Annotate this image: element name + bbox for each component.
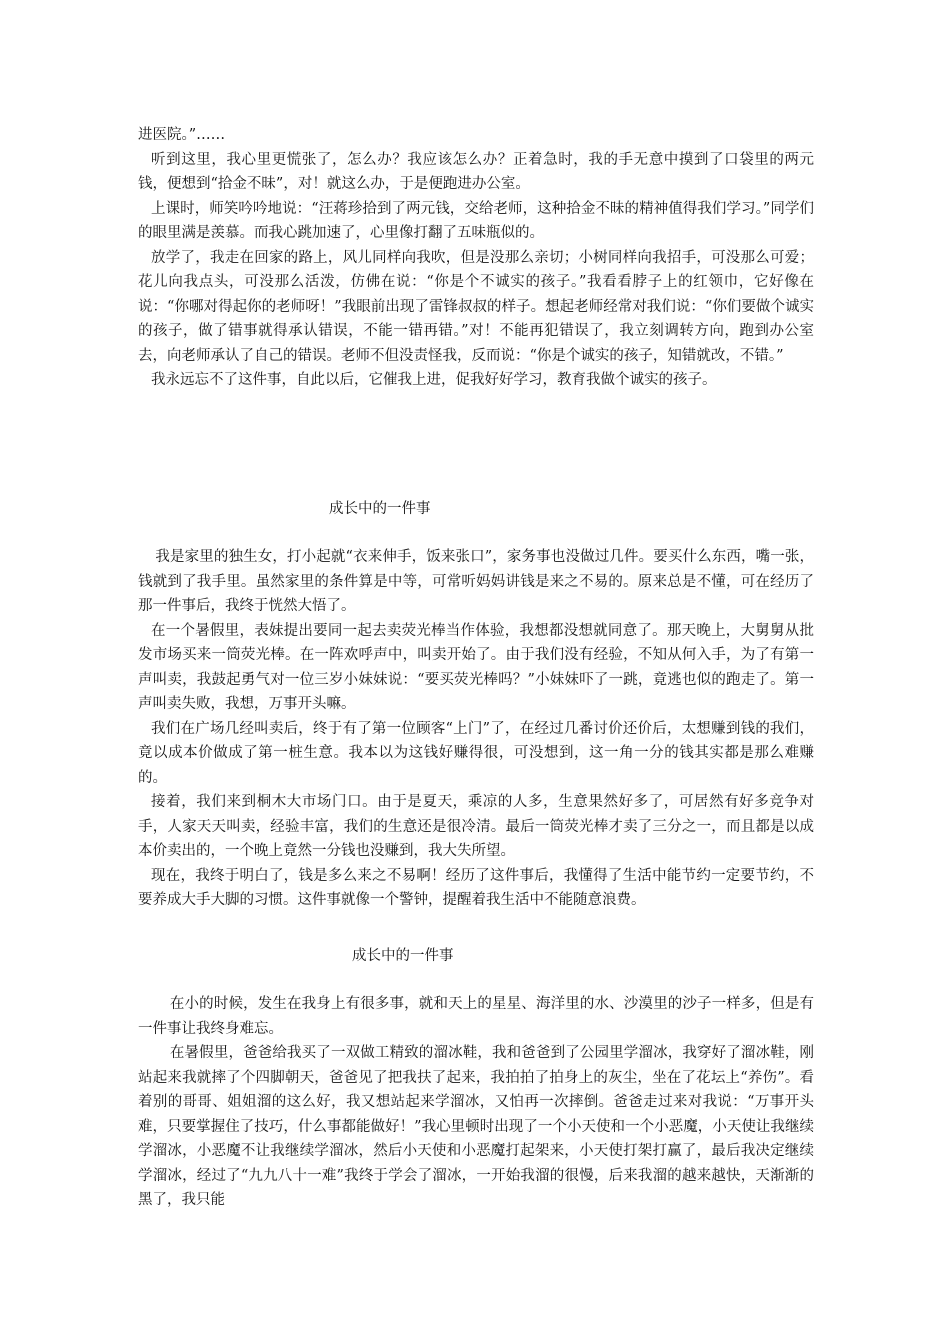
- paragraph: 听到这里，我心里更慌张了，怎么办？我应该怎么办？正着急时，我的手无意中摸到了口袋里的两元钱，便想到“拾金不昧”，对！就这么办，于是便跑进办公室。: [138, 151, 814, 192]
- paragraph: 现在，我终于明白了，钱是多么来之不易啊！经历了这件事后，我懂得了生活中能节约一定要节约，不要养成大手大脚的习惯。这件事就像一个警钟，提醒着我生活中不能随意浪费。: [138, 867, 814, 908]
- paragraph: 在暑假里，爸爸给我买了一双做工精致的溜冰鞋，我和爸爸到了公园里学溜冰，我穿好了溜冰鞋，刚站起来我就摔了个四脚朝天，爸爸见了把我扶了起来，我拍拍了拍身上的灰尘，坐在了花坛上“养伤”。看着别的哥哥、姐姐溜的这么好，我又想站起来学溜冰，又怕再一次摔倒。爸爸走过来对我说：“万事开头难，只要掌握住了技巧，什么事都能做好！”我心里顿时出现了一个小天使和一个小恶魔，小天使让我继续学溜冰，小恶魔不让我继续学溜冰，然后小天使和小恶魔打起架来，小天使打架打赢了，最后我决定继续学溜冰，经过了“九九八十一难”我终于学会了溜冰，一开始我溜的很慢，后来我溜的越来越快，天渐渐的黑了，我只能: [138, 1045, 814, 1208]
- story3-title: 成长中的一件事: [352, 948, 454, 964]
- paragraph: 我永远忘不了这件事，自此以后，它催我上进，促我好好学习，教育我做个诚实的孩子。: [151, 372, 717, 388]
- story3-body: [138, 992, 814, 1213]
- story2-body: [138, 545, 814, 913]
- paragraph: 在小的时候，发生在我身上有很多事，就和天上的星星、海洋里的水、沙漠里的沙子一样多，但是有一件事让我终身难忘。: [138, 996, 814, 1037]
- paragraph: 接着，我们来到桐木大市场门口。由于是夏天，乘凉的人多，生意果然好多了，可居然有好多竞争对手，人家天天叫卖，经验丰富，我们的生意还是很冷清。最后一筒荧光棒才卖了三分之一，而且都是以成本价卖出的，一个晚上竟然一分钱也没赚到，我大失所望。: [138, 794, 814, 859]
- paragraph: 我是家里的独生女，打小起就“衣来伸手，饭来张口”，家务事也没做过几件。要买什么东西，嘴一张，钱就到了我手里。虽然家里的条件算是中等，可常听妈妈讲钱是来之不易的。原来总是不懂，可在经历了那一件事后，我终于恍然大悟了。: [138, 549, 814, 614]
- paragraph: 上课时，师笑吟吟地说：“汪蒋珍拾到了两元钱，交给老师，这种拾金不昧的精神值得我们学习。”同学们的眼里满是羡慕。而我心跳加速了，心里像打翻了五味瓶似的。: [138, 200, 814, 241]
- story1-tail: [138, 123, 814, 393]
- story2-title: 成长中的一件事: [329, 501, 431, 517]
- paragraph: 我们在广场几经叫卖后，终于有了第一位顾客“上门”了，在经过几番讨价还价后，太想赚到钱的我们，竟以成本价做成了第一桩生意。我本以为这钱好赚得很，可没想到，这一角一分的钱其实都是那么难赚的。: [138, 720, 814, 786]
- paragraph: 进医院。”……: [138, 127, 226, 143]
- paragraph: 在一个暑假里，表妹提出要同一起去卖荧光棒当作体验，我想都没想就同意了。那天晚上，大舅舅从批发市场买来一筒荧光棒。在一阵欢呼声中，叫卖开始了。由于我们没有经验，不知从何入手，为了有第一声叫卖，我鼓起勇气对一位三岁小妹妹说：“要买荧光棒吗？”小妹妹吓了一跳，竟逃也似的跑走了。第一声叫卖失败，我想，万事开头嘛。: [138, 622, 814, 712]
- paragraph: 放学了，我走在回家的路上，风儿同样向我吹，但是没那么亲切；小树同样向我招手，可没那么可爱；花儿向我点头，可没那么活泼，仿佛在说：“你是个不诚实的孩子。”我看看脖子上的红领巾，它好像在说：“你哪对得起你的老师呀！”我眼前出现了雷锋叔叔的样子。想起老师经常对我们说：“你们要做个诚实的孩子，做了错事就得承认错误，不能一错再错。”对！不能再犯错误了，我立刻调转方向，跑到办公室去，向老师承认了自己的错误。老师不但没责怪我，反而说：“你是个诚实的孩子，知错就改，不错。”: [138, 249, 814, 364]
